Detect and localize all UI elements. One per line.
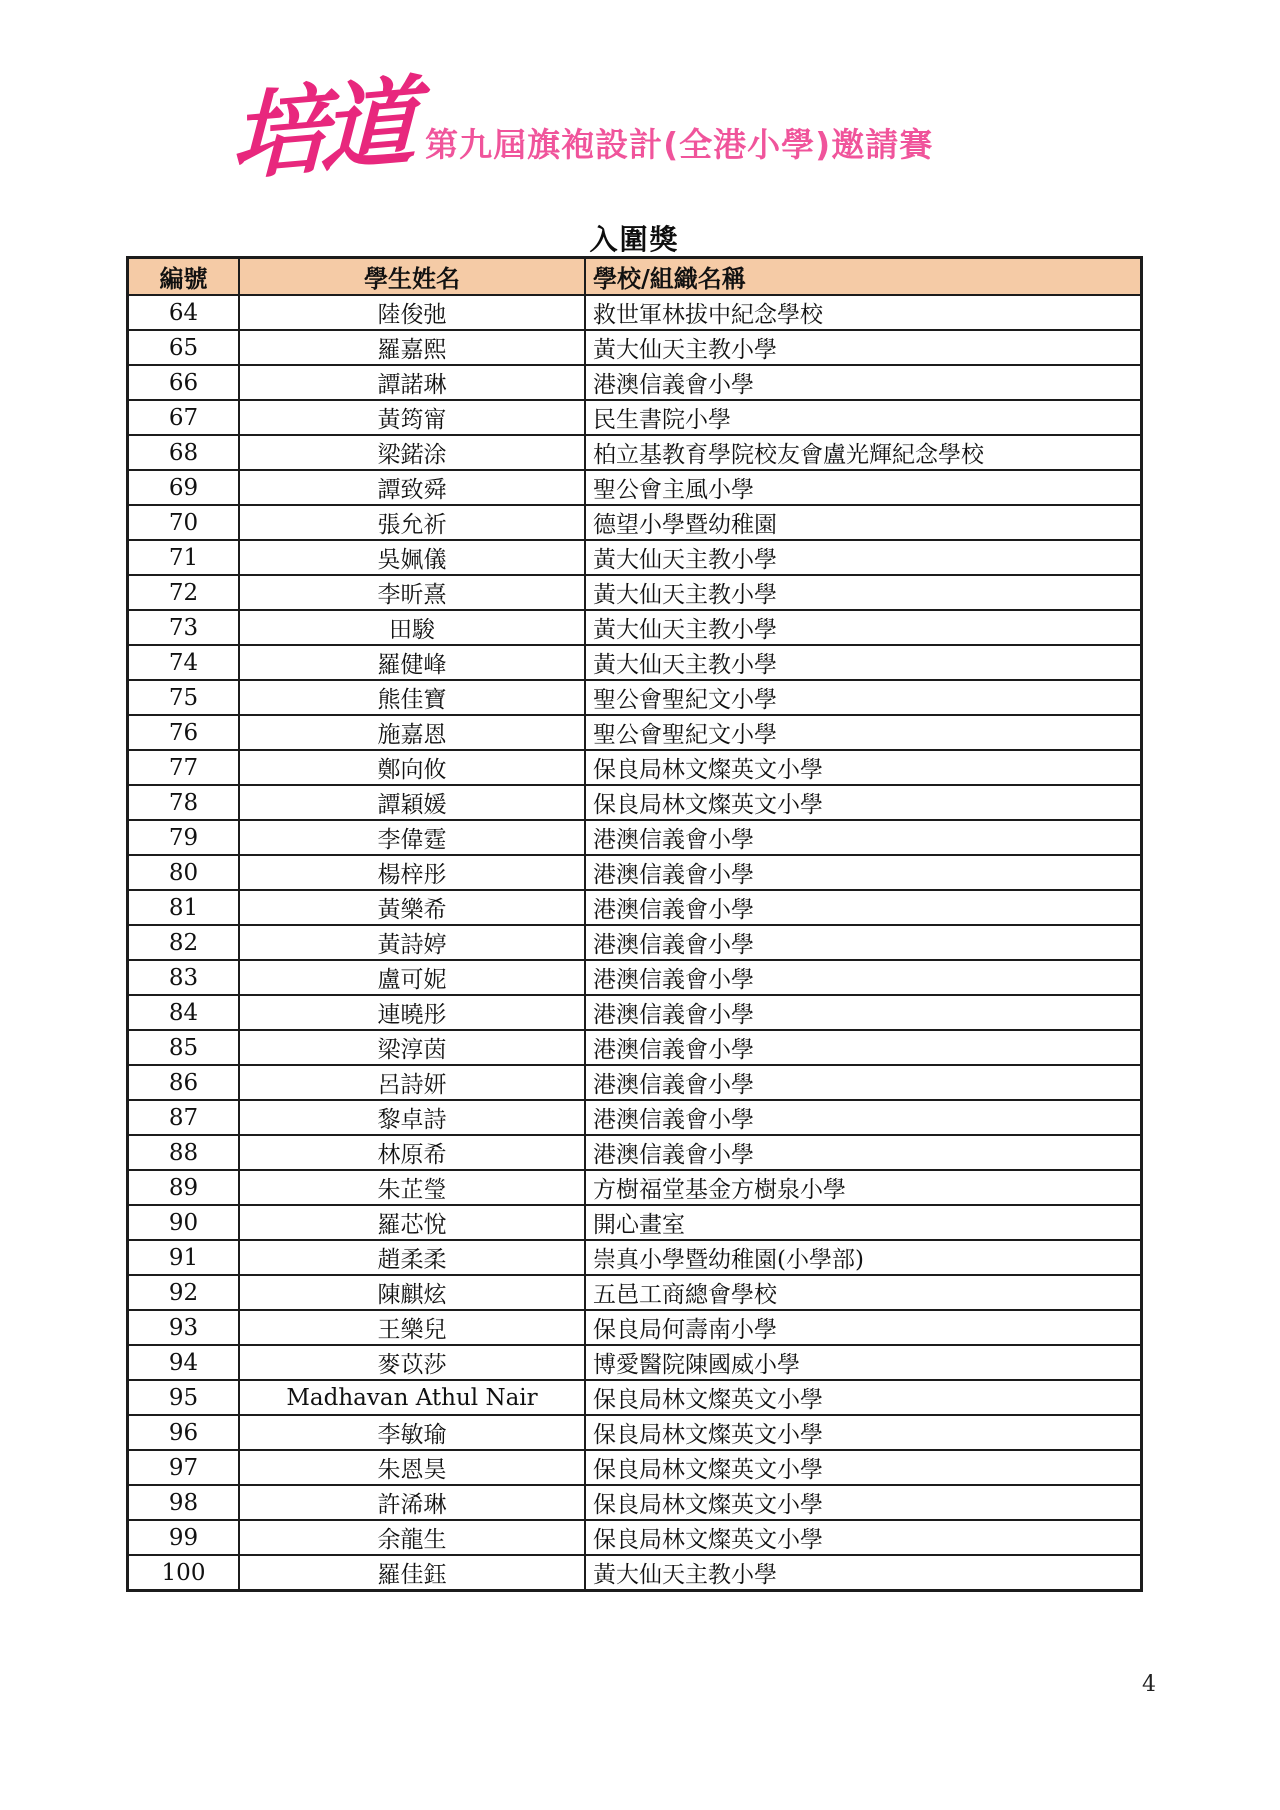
table-row (128, 540, 1142, 575)
table-row (128, 295, 1142, 330)
cell-number: 97 (128, 1450, 240, 1485)
table-row (128, 505, 1142, 540)
cell-number: 82 (128, 925, 240, 960)
table-row (128, 1205, 1142, 1240)
table-row (128, 890, 1142, 925)
cell-school-name: 港澳信義會小學 (585, 855, 1142, 890)
cell-number: 86 (128, 1065, 240, 1100)
cell-number: 67 (128, 400, 240, 435)
cell-student-name: 黃樂希 (239, 890, 585, 925)
cell-student-name: 田駿 (239, 610, 585, 645)
table-row (128, 1520, 1142, 1555)
cell-student-name: 梁鍩涂 (239, 435, 585, 470)
cell-number: 85 (128, 1030, 240, 1065)
results-table (126, 256, 1143, 1592)
cell-student-name: 趙柔柔 (239, 1240, 585, 1275)
cell-school-name: 港澳信義會小學 (585, 960, 1142, 995)
table-row (128, 1275, 1142, 1310)
cell-number: 88 (128, 1135, 240, 1170)
cell-student-name: 呂詩妍 (239, 1065, 585, 1100)
cell-number: 72 (128, 575, 240, 610)
cell-number: 99 (128, 1520, 240, 1555)
table-row (128, 1485, 1142, 1520)
cell-school-name: 黃大仙天主教小學 (585, 645, 1142, 680)
table-row (128, 1065, 1142, 1100)
cell-student-name: 黃詩婷 (239, 925, 585, 960)
table-row (128, 1135, 1142, 1170)
table-row (128, 645, 1142, 680)
cell-student-name: 黃筠甯 (239, 400, 585, 435)
cell-school-name: 港澳信義會小學 (585, 1100, 1142, 1135)
cell-student-name: 楊梓彤 (239, 855, 585, 890)
cell-number: 70 (128, 505, 240, 540)
cell-student-name: 施嘉恩 (239, 715, 585, 750)
cell-school-name: 黃大仙天主教小學 (585, 610, 1142, 645)
cell-school-name: 方樹福堂基金方樹泉小學 (585, 1170, 1142, 1205)
cell-school-name: 保良局林文燦英文小學 (585, 785, 1142, 820)
cell-school-name: 港澳信義會小學 (585, 995, 1142, 1030)
cell-school-name: 保良局林文燦英文小學 (585, 1520, 1142, 1555)
table-row (128, 1170, 1142, 1205)
results-table-body (128, 295, 1142, 1591)
cell-number: 74 (128, 645, 240, 680)
table-row (128, 435, 1142, 470)
cell-student-name: 羅健峰 (239, 645, 585, 680)
table-row (128, 1555, 1142, 1591)
cell-student-name: 黎卓詩 (239, 1100, 585, 1135)
cell-number: 100 (128, 1555, 240, 1591)
cell-school-name: 保良局林文燦英文小學 (585, 1380, 1142, 1415)
results-table-head (128, 258, 1142, 296)
cell-number: 93 (128, 1310, 240, 1345)
cell-number: 87 (128, 1100, 240, 1135)
table-row (128, 820, 1142, 855)
cell-student-name: 盧可妮 (239, 960, 585, 995)
cell-number: 75 (128, 680, 240, 715)
table-row (128, 855, 1142, 890)
cell-number: 90 (128, 1205, 240, 1240)
cell-school-name: 黃大仙天主教小學 (585, 330, 1142, 365)
table-row (128, 1030, 1142, 1065)
cell-school-name: 柏立基教育學院校友會盧光輝紀念學校 (585, 435, 1142, 470)
table-row (128, 1415, 1142, 1450)
cell-number: 94 (128, 1345, 240, 1380)
cell-student-name: 羅佳鈺 (239, 1555, 585, 1591)
cell-number: 73 (128, 610, 240, 645)
cell-number: 79 (128, 820, 240, 855)
column-header-student-name: 學生姓名 (239, 258, 585, 296)
cell-student-name: 張允祈 (239, 505, 585, 540)
cell-number: 69 (128, 470, 240, 505)
table-row (128, 1240, 1142, 1275)
cell-number: 65 (128, 330, 240, 365)
table-row (128, 1310, 1142, 1345)
table-row (128, 995, 1142, 1030)
competition-title: 第九屆旗袍設計(全港小學)邀請賽 (425, 124, 934, 164)
cell-school-name: 保良局林文燦英文小學 (585, 1485, 1142, 1520)
cell-school-name: 港澳信義會小學 (585, 1135, 1142, 1170)
cell-student-name: 許浠琳 (239, 1485, 585, 1520)
cell-student-name: 熊佳寶 (239, 680, 585, 715)
cell-student-name: 羅芯悅 (239, 1205, 585, 1240)
cell-number: 84 (128, 995, 240, 1030)
cell-number: 78 (128, 785, 240, 820)
brand-header (230, 64, 934, 218)
cell-number: 66 (128, 365, 240, 400)
cell-school-name: 開心畫室 (585, 1205, 1142, 1240)
cell-school-name: 保良局林文燦英文小學 (585, 1450, 1142, 1485)
table-row (128, 1450, 1142, 1485)
cell-student-name: 譚致舜 (239, 470, 585, 505)
column-header-school-name: 學校/組織名稱 (585, 258, 1142, 296)
cell-number: 89 (128, 1170, 240, 1205)
cell-number: 83 (128, 960, 240, 995)
cell-student-name: 陸俊弛 (239, 295, 585, 330)
cell-student-name: 王樂兒 (239, 1310, 585, 1345)
cell-student-name: 李昕熹 (239, 575, 585, 610)
cell-student-name: 林原希 (239, 1135, 585, 1170)
cell-number: 98 (128, 1485, 240, 1520)
column-header-number: 編號 (128, 258, 240, 296)
table-row (128, 750, 1142, 785)
cell-school-name: 救世軍林拔中紀念學校 (585, 295, 1142, 330)
cell-student-name: 麥苡莎 (239, 1345, 585, 1380)
cell-school-name: 聖公會聖紀文小學 (585, 680, 1142, 715)
table-row (128, 470, 1142, 505)
cell-school-name: 港澳信義會小學 (585, 1030, 1142, 1065)
cell-school-name: 港澳信義會小學 (585, 925, 1142, 960)
peitao-calligraphy-logo: 培道 (230, 64, 412, 194)
cell-student-name: 吳姵儀 (239, 540, 585, 575)
table-row (128, 400, 1142, 435)
cell-school-name: 黃大仙天主教小學 (585, 540, 1142, 575)
cell-student-name: 余龍生 (239, 1520, 585, 1555)
cell-student-name: Madhavan Athul Nair (239, 1380, 585, 1415)
cell-number: 80 (128, 855, 240, 890)
cell-student-name: 陳麒炫 (239, 1275, 585, 1310)
table-row (128, 610, 1142, 645)
cell-school-name: 聖公會聖紀文小學 (585, 715, 1142, 750)
cell-number: 81 (128, 890, 240, 925)
table-row (128, 1100, 1142, 1135)
cell-school-name: 聖公會主風小學 (585, 470, 1142, 505)
section-title: 入圍獎 (589, 223, 680, 256)
cell-student-name: 朱恩昊 (239, 1450, 585, 1485)
table-row (128, 575, 1142, 610)
cell-number: 71 (128, 540, 240, 575)
table-row (128, 1380, 1142, 1415)
cell-number: 77 (128, 750, 240, 785)
cell-school-name: 保良局何壽南小學 (585, 1310, 1142, 1345)
table-row (128, 960, 1142, 995)
table-row (128, 925, 1142, 960)
cell-school-name: 黃大仙天主教小學 (585, 575, 1142, 610)
table-row (128, 365, 1142, 400)
cell-student-name: 李敏瑜 (239, 1415, 585, 1450)
cell-number: 64 (128, 295, 240, 330)
cell-school-name: 保良局林文燦英文小學 (585, 1415, 1142, 1450)
table-row (128, 715, 1142, 750)
cell-number: 76 (128, 715, 240, 750)
cell-student-name: 朱芷瑩 (239, 1170, 585, 1205)
cell-school-name: 黃大仙天主教小學 (585, 1555, 1142, 1591)
cell-student-name: 連曉彤 (239, 995, 585, 1030)
cell-school-name: 德望小學暨幼稚園 (585, 505, 1142, 540)
cell-school-name: 港澳信義會小學 (585, 1065, 1142, 1100)
cell-school-name: 港澳信義會小學 (585, 890, 1142, 925)
cell-number: 95 (128, 1380, 240, 1415)
table-row (128, 1345, 1142, 1380)
cell-number: 68 (128, 435, 240, 470)
cell-school-name: 民生書院小學 (585, 400, 1142, 435)
cell-student-name: 李偉霆 (239, 820, 585, 855)
cell-student-name: 梁淳茵 (239, 1030, 585, 1065)
cell-school-name: 港澳信義會小學 (585, 820, 1142, 855)
table-row (128, 330, 1142, 365)
cell-number: 91 (128, 1240, 240, 1275)
cell-school-name: 五邑工商總會學校 (585, 1275, 1142, 1310)
cell-school-name: 崇真小學暨幼稚園(小學部) (585, 1240, 1142, 1275)
cell-student-name: 鄭向攸 (239, 750, 585, 785)
page-number: 4 (1142, 1672, 1156, 1697)
cell-number: 96 (128, 1415, 240, 1450)
cell-number: 92 (128, 1275, 240, 1310)
table-row (128, 680, 1142, 715)
cell-school-name: 博愛醫院陳國威小學 (585, 1345, 1142, 1380)
cell-student-name: 譚諾琳 (239, 365, 585, 400)
cell-school-name: 港澳信義會小學 (585, 365, 1142, 400)
cell-student-name: 羅嘉熙 (239, 330, 585, 365)
table-row (128, 785, 1142, 820)
cell-school-name: 保良局林文燦英文小學 (585, 750, 1142, 785)
header-row (128, 258, 1142, 296)
cell-student-name: 譚穎媛 (239, 785, 585, 820)
